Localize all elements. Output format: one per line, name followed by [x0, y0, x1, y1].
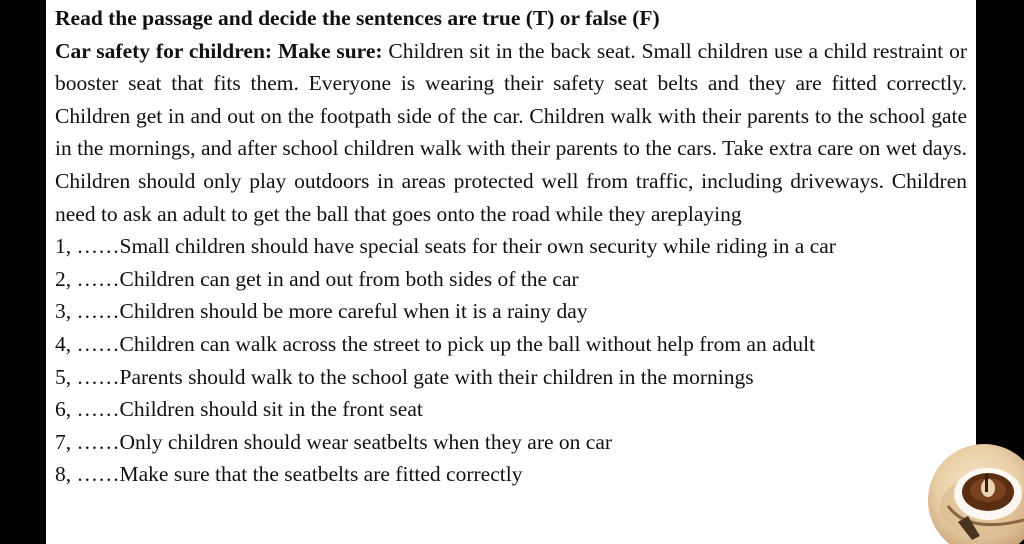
- question-item: 2, ……Children can get in and out from both sides of the car: [55, 266, 579, 291]
- question-item: 1, ……Small children should have special seats for their own security while riding in a car: [55, 234, 836, 259]
- question-item: 8, ……Make sure that the seatbelts are fitted correctly: [55, 462, 523, 487]
- question-list: [55, 230, 967, 491]
- passage: [55, 35, 967, 231]
- passage-body: Children sit in the back seat. Small children use a child restraint or booster seat that fits them. Everyone is wearing their safety seat belts and they are fitted correctly. Children get in and out on the footpath side of the car. Children walk with their parents to the school gate in the mornings, and after school children walk with their parents to the cars. Take extra care on wet days. Children should only play outdoors in areas protected well from traffic, including driveways. Children need to ask an adult to get the ball that goes onto the road while they areplaying: [55, 38, 967, 226]
- document-page: [46, 0, 976, 544]
- coffee-cup-icon: [928, 444, 1024, 544]
- question-item: 5, ……Parents should walk to the school gate with their children in the mornings: [55, 364, 754, 389]
- question-item: 4, ……Children can walk across the street to pick up the ball without help from an adult: [55, 331, 816, 356]
- floating-coffee-thumbnail[interactable]: [928, 444, 1024, 544]
- question-item: 6, ……Children should sit in the front seat: [55, 397, 423, 422]
- document-text: [55, 2, 967, 491]
- question-item: 7, ……Only children should wear seatbelts when they are on car: [55, 429, 613, 454]
- question-item: 3, ……Children should be more careful when it is a rainy day: [55, 299, 588, 324]
- passage-lead: Car safety for children: Make sure:: [55, 38, 383, 63]
- exercise-heading: Read the passage and decide the sentences are true (T) or false (F): [55, 6, 660, 30]
